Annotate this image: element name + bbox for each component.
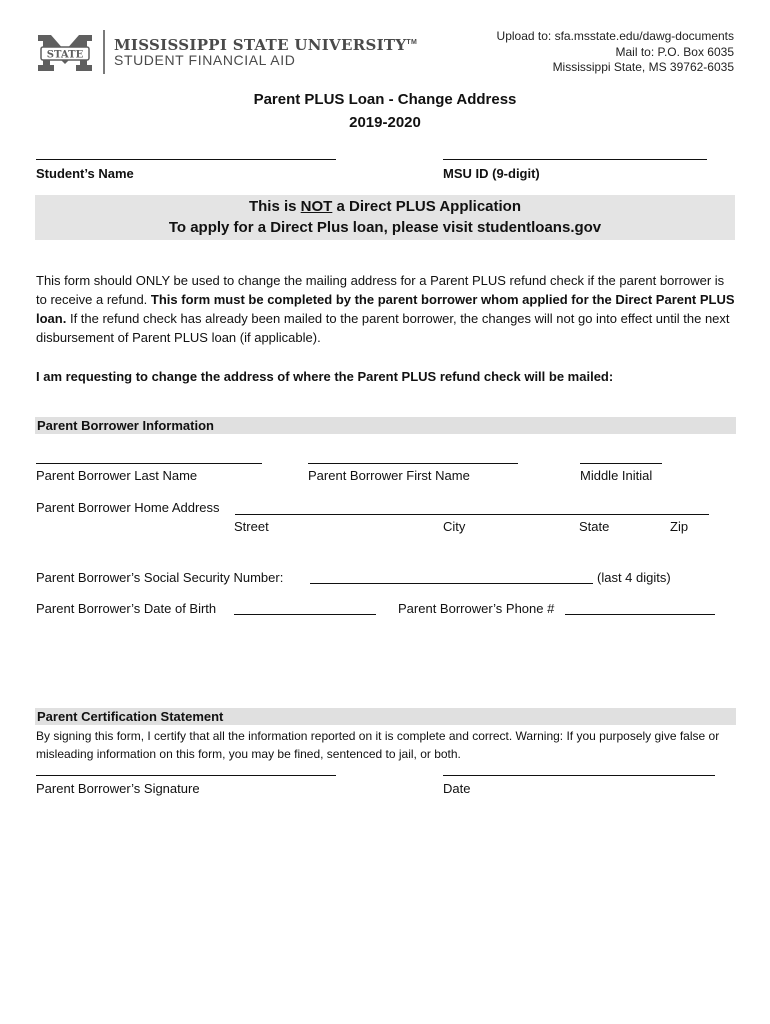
- phone-label: Parent Borrower’s Phone #: [398, 601, 555, 616]
- notice-line-1: This is NOT a Direct PLUS Application: [248, 198, 521, 215]
- contact-info: [497, 29, 734, 76]
- phone-line[interactable]: [565, 614, 715, 615]
- home-address-line[interactable]: [235, 514, 709, 515]
- certification-heading: Parent Certification Statement: [35, 708, 736, 725]
- university-name: MISSISSIPPI STATE UNIVERSITY™: [114, 36, 418, 54]
- signature-line[interactable]: [36, 775, 336, 776]
- msu-id-label: MSU ID (9-digit): [443, 166, 540, 181]
- department-name: STUDENT FINANCIAL AID: [114, 52, 296, 68]
- borrower-section-heading: Parent Borrower Information: [35, 417, 736, 434]
- student-name-label: Student’s Name: [36, 166, 134, 181]
- dob-label: Parent Borrower’s Date of Birth: [36, 601, 217, 616]
- signature-label: Parent Borrower’s Signature: [36, 781, 200, 796]
- middle-initial-label: Middle Initial: [580, 468, 653, 483]
- zip-label: Zip: [670, 519, 689, 534]
- state-label: State: [579, 519, 610, 534]
- msu-logo: [36, 33, 94, 73]
- form-year: 2019-2020: [349, 114, 421, 131]
- trademark: TM: [406, 39, 418, 46]
- home-address-label: Parent Borrower Home Address: [36, 500, 220, 515]
- not-emphasis: NOT: [300, 198, 333, 215]
- city-label: City: [443, 519, 466, 534]
- certification-text: By signing this form, I certify that all the information reported on it is complete and correct. Warning: If you purposely give false or misleading information on this form, you may be fined, sentenced to jail, or both.: [36, 729, 720, 761]
- date-line[interactable]: [443, 775, 715, 776]
- last-name-label: Parent Borrower Last Name: [36, 468, 198, 483]
- request-statement: I am requesting to change the address of where the Parent PLUS refund check will be mailed:: [36, 369, 614, 384]
- logo-text: STATE: [46, 49, 84, 61]
- ssn-suffix: (last 4 digits): [597, 570, 671, 585]
- last-name-line[interactable]: [36, 463, 262, 464]
- instructions-paragraph: This form should ONLY be used to change the mailing address for a Parent PLUS refund check if the parent borrower is to receive a refund. This form must be completed by the parent borrower whom applied for the Direct Parent PLUS loan. If the refund check has already been mailed to the parent borrower, the changes will not go into effect until the next disbursement of Parent PLUS loan (if applicable).: [36, 273, 735, 345]
- student-name-line[interactable]: [36, 159, 336, 160]
- ssn-label: Parent Borrower’s Social Security Number:: [36, 570, 284, 585]
- msu-id-line[interactable]: [443, 159, 707, 160]
- middle-initial-line[interactable]: [580, 463, 662, 464]
- date-label: Date: [443, 781, 471, 796]
- first-name-line[interactable]: [308, 463, 518, 464]
- logo-divider: [103, 30, 105, 74]
- city-state: Mississippi State, MS 39762-6035: [552, 60, 734, 74]
- form-title: Parent PLUS Loan - Change Address: [253, 91, 517, 108]
- upload-address: Upload to: sfa.msstate.edu/dawg-documents: [496, 29, 734, 43]
- notice-box: [35, 195, 735, 240]
- notice-line-2: To apply for a Direct Plus loan, please visit studentloans.gov: [168, 219, 602, 236]
- first-name-label: Parent Borrower First Name: [308, 468, 470, 483]
- dob-line[interactable]: [234, 614, 376, 615]
- mail-address: Mail to: P.O. Box 6035: [615, 44, 734, 59]
- street-label: Street: [234, 519, 269, 534]
- ssn-line[interactable]: [310, 583, 593, 584]
